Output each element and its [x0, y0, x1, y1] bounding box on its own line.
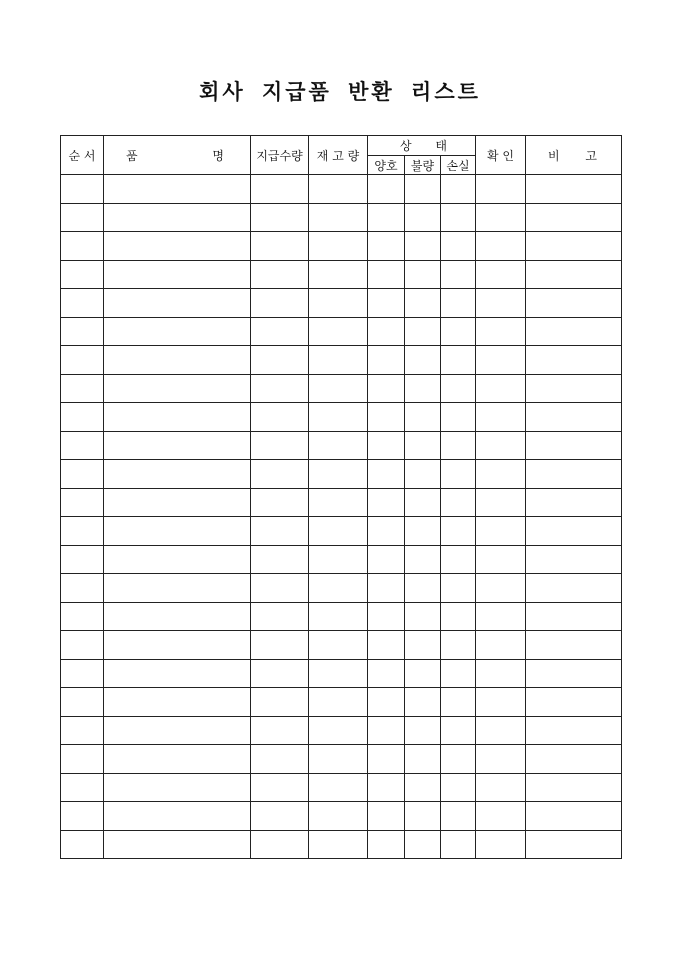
cell-status-bad[interactable] [405, 374, 441, 403]
cell-order[interactable] [61, 289, 104, 318]
cell-status-lost[interactable] [441, 346, 476, 375]
table-row [61, 488, 622, 517]
header-confirm-label: 확 인 [487, 148, 514, 163]
cell-status-good[interactable] [368, 232, 405, 261]
table-row [61, 688, 622, 717]
cell-status-good[interactable] [368, 346, 405, 375]
table-row [61, 289, 622, 318]
cell-order[interactable] [61, 317, 104, 346]
cell-order[interactable] [61, 203, 104, 232]
header-status-left: 상 [400, 139, 412, 153]
cell-status-bad[interactable] [405, 289, 441, 318]
cell-stock-qty[interactable] [309, 374, 368, 403]
cell-remarks[interactable] [526, 203, 622, 232]
cell-item-name[interactable] [104, 602, 251, 631]
cell-remarks[interactable] [526, 488, 622, 517]
cell-item-name[interactable] [104, 203, 251, 232]
cell-item-name[interactable] [104, 802, 251, 831]
cell-confirm[interactable] [476, 545, 526, 574]
header-stock-qty-label: 재 고 량 [316, 148, 360, 163]
cell-remarks[interactable] [526, 773, 622, 802]
cell-item-name[interactable] [104, 688, 251, 717]
cell-status-lost[interactable] [441, 431, 476, 460]
cell-status-good[interactable] [368, 431, 405, 460]
cell-item-name[interactable] [104, 716, 251, 745]
cell-status-bad[interactable] [405, 773, 441, 802]
cell-status-good[interactable] [368, 403, 405, 432]
header-confirm [476, 136, 526, 175]
cell-item-name[interactable] [104, 374, 251, 403]
cell-status-good[interactable] [368, 773, 405, 802]
cell-status-lost[interactable] [441, 289, 476, 318]
cell-item-name[interactable] [104, 574, 251, 603]
header-status [368, 136, 476, 156]
cell-item-name[interactable] [104, 317, 251, 346]
cell-remarks[interactable] [526, 802, 622, 831]
table-row [61, 631, 622, 660]
cell-confirm[interactable] [476, 631, 526, 660]
cell-remarks[interactable] [526, 716, 622, 745]
cell-remarks[interactable] [526, 317, 622, 346]
cell-confirm[interactable] [476, 517, 526, 546]
cell-status-good[interactable] [368, 488, 405, 517]
cell-stock-qty[interactable] [309, 773, 368, 802]
cell-remarks[interactable] [526, 175, 622, 204]
table-row [61, 260, 622, 289]
table-row [61, 602, 622, 631]
cell-item-name[interactable] [104, 431, 251, 460]
cell-status-bad[interactable] [405, 517, 441, 546]
cell-confirm[interactable] [476, 602, 526, 631]
cell-remarks[interactable] [526, 545, 622, 574]
header-remarks [526, 136, 622, 175]
header-status-lost [441, 156, 476, 175]
cell-remarks[interactable] [526, 460, 622, 489]
cell-issued-qty[interactable] [251, 431, 309, 460]
cell-status-bad[interactable] [405, 203, 441, 232]
cell-confirm[interactable] [476, 659, 526, 688]
header-stock-qty [309, 136, 368, 175]
cell-issued-qty[interactable] [251, 574, 309, 603]
cell-issued-qty[interactable] [251, 631, 309, 660]
cell-remarks[interactable] [526, 830, 622, 859]
cell-issued-qty[interactable] [251, 289, 309, 318]
cell-status-lost[interactable] [441, 631, 476, 660]
cell-order[interactable] [61, 232, 104, 261]
cell-status-good[interactable] [368, 203, 405, 232]
cell-status-lost[interactable] [441, 773, 476, 802]
header-issued-qty-label: 지급수량 [256, 148, 303, 163]
cell-status-bad[interactable] [405, 260, 441, 289]
cell-confirm[interactable] [476, 745, 526, 774]
cell-status-lost[interactable] [441, 488, 476, 517]
table-row [61, 716, 622, 745]
cell-issued-qty[interactable] [251, 716, 309, 745]
cell-status-good[interactable] [368, 289, 405, 318]
cell-confirm[interactable] [476, 374, 526, 403]
cell-status-bad[interactable] [405, 175, 441, 204]
cell-status-bad[interactable] [405, 659, 441, 688]
cell-confirm[interactable] [476, 830, 526, 859]
cell-status-bad[interactable] [405, 716, 441, 745]
header-order-label: 순 서 [68, 148, 96, 163]
cell-item-name[interactable] [104, 346, 251, 375]
cell-confirm[interactable] [476, 346, 526, 375]
cell-status-bad[interactable] [405, 688, 441, 717]
cell-stock-qty[interactable] [309, 317, 368, 346]
table-row [61, 317, 622, 346]
cell-item-name[interactable] [104, 830, 251, 859]
cell-item-name[interactable] [104, 545, 251, 574]
cell-order[interactable] [61, 545, 104, 574]
cell-status-lost[interactable] [441, 659, 476, 688]
cell-issued-qty[interactable] [251, 460, 309, 489]
cell-confirm[interactable] [476, 488, 526, 517]
cell-order[interactable] [61, 802, 104, 831]
cell-confirm[interactable] [476, 289, 526, 318]
cell-confirm[interactable] [476, 773, 526, 802]
cell-status-lost[interactable] [441, 374, 476, 403]
cell-remarks[interactable] [526, 688, 622, 717]
header-remarks-right: 고 [585, 148, 597, 163]
document-title: 회사 지급품 반환 리스트 [199, 79, 481, 104]
cell-stock-qty[interactable] [309, 488, 368, 517]
cell-stock-qty[interactable] [309, 659, 368, 688]
cell-item-name[interactable] [104, 232, 251, 261]
cell-order[interactable] [61, 745, 104, 774]
header-item-name-left: 품 [126, 148, 138, 163]
cell-status-bad[interactable] [405, 802, 441, 831]
cell-issued-qty[interactable] [251, 488, 309, 517]
cell-remarks[interactable] [526, 431, 622, 460]
cell-remarks[interactable] [526, 232, 622, 261]
cell-issued-qty[interactable] [251, 545, 309, 574]
cell-order[interactable] [61, 403, 104, 432]
cell-status-lost[interactable] [441, 203, 476, 232]
cell-status-lost[interactable] [441, 802, 476, 831]
cell-item-name[interactable] [104, 517, 251, 546]
cell-confirm[interactable] [476, 175, 526, 204]
return-list-table [60, 135, 622, 859]
cell-status-bad[interactable] [405, 346, 441, 375]
cell-confirm[interactable] [476, 716, 526, 745]
cell-issued-qty[interactable] [251, 203, 309, 232]
cell-remarks[interactable] [526, 745, 622, 774]
cell-stock-qty[interactable] [309, 260, 368, 289]
table-row [61, 232, 622, 261]
cell-order[interactable] [61, 460, 104, 489]
cell-issued-qty[interactable] [251, 346, 309, 375]
cell-status-lost[interactable] [441, 175, 476, 204]
cell-status-good[interactable] [368, 802, 405, 831]
header-remarks-left: 비 [548, 148, 560, 163]
cell-status-bad[interactable] [405, 431, 441, 460]
cell-status-lost[interactable] [441, 602, 476, 631]
cell-status-lost[interactable] [441, 745, 476, 774]
cell-status-good[interactable] [368, 830, 405, 859]
cell-status-bad[interactable] [405, 745, 441, 774]
cell-issued-qty[interactable] [251, 773, 309, 802]
header-status-good [368, 156, 405, 175]
cell-status-bad[interactable] [405, 830, 441, 859]
cell-status-good[interactable] [368, 517, 405, 546]
header-item-name [104, 136, 251, 175]
header-order [61, 136, 104, 175]
cell-stock-qty[interactable] [309, 574, 368, 603]
cell-stock-qty[interactable] [309, 830, 368, 859]
cell-item-name[interactable] [104, 488, 251, 517]
cell-status-good[interactable] [368, 545, 405, 574]
cell-status-good[interactable] [368, 374, 405, 403]
cell-status-bad[interactable] [405, 232, 441, 261]
cell-issued-qty[interactable] [251, 260, 309, 289]
cell-confirm[interactable] [476, 232, 526, 261]
cell-item-name[interactable] [104, 659, 251, 688]
cell-item-name[interactable] [104, 773, 251, 802]
cell-status-good[interactable] [368, 659, 405, 688]
cell-order[interactable] [61, 574, 104, 603]
table-row [61, 830, 622, 859]
cell-remarks[interactable] [526, 602, 622, 631]
cell-issued-qty[interactable] [251, 232, 309, 261]
cell-remarks[interactable] [526, 631, 622, 660]
cell-status-bad[interactable] [405, 460, 441, 489]
cell-status-bad[interactable] [405, 631, 441, 660]
cell-status-bad[interactable] [405, 317, 441, 346]
cell-status-lost[interactable] [441, 460, 476, 489]
header-issued-qty [251, 136, 309, 175]
cell-status-lost[interactable] [441, 517, 476, 546]
table-row [61, 203, 622, 232]
cell-issued-qty[interactable] [251, 403, 309, 432]
cell-confirm[interactable] [476, 688, 526, 717]
cell-order[interactable] [61, 631, 104, 660]
table-row [61, 802, 622, 831]
cell-remarks[interactable] [526, 517, 622, 546]
cell-confirm[interactable] [476, 317, 526, 346]
cell-status-lost[interactable] [441, 688, 476, 717]
table-row [61, 460, 622, 489]
cell-item-name[interactable] [104, 403, 251, 432]
cell-confirm[interactable] [476, 403, 526, 432]
cell-order[interactable] [61, 517, 104, 546]
cell-issued-qty[interactable] [251, 659, 309, 688]
cell-remarks[interactable] [526, 403, 622, 432]
cell-status-lost[interactable] [441, 260, 476, 289]
cell-stock-qty[interactable] [309, 203, 368, 232]
cell-status-good[interactable] [368, 688, 405, 717]
cell-issued-qty[interactable] [251, 175, 309, 204]
cell-status-good[interactable] [368, 716, 405, 745]
cell-status-bad[interactable] [405, 488, 441, 517]
cell-status-good[interactable] [368, 460, 405, 489]
cell-item-name[interactable] [104, 175, 251, 204]
cell-issued-qty[interactable] [251, 802, 309, 831]
cell-order[interactable] [61, 659, 104, 688]
table-row [61, 545, 622, 574]
cell-remarks[interactable] [526, 346, 622, 375]
cell-confirm[interactable] [476, 431, 526, 460]
cell-issued-qty[interactable] [251, 688, 309, 717]
cell-status-bad[interactable] [405, 403, 441, 432]
table-row [61, 659, 622, 688]
cell-order[interactable] [61, 773, 104, 802]
cell-stock-qty[interactable] [309, 175, 368, 204]
cell-item-name[interactable] [104, 745, 251, 774]
cell-issued-qty[interactable] [251, 517, 309, 546]
cell-status-good[interactable] [368, 175, 405, 204]
cell-status-good[interactable] [368, 602, 405, 631]
cell-status-good[interactable] [368, 317, 405, 346]
table-body [61, 175, 622, 859]
table-row [61, 346, 622, 375]
header-status-lost-label: 손실 [446, 158, 470, 173]
cell-status-bad[interactable] [405, 574, 441, 603]
cell-status-good[interactable] [368, 574, 405, 603]
cell-order[interactable] [61, 260, 104, 289]
cell-remarks[interactable] [526, 289, 622, 318]
cell-remarks[interactable] [526, 659, 622, 688]
cell-confirm[interactable] [476, 203, 526, 232]
cell-status-bad[interactable] [405, 545, 441, 574]
table-row [61, 574, 622, 603]
table-row [61, 175, 622, 204]
cell-issued-qty[interactable] [251, 830, 309, 859]
cell-confirm[interactable] [476, 802, 526, 831]
cell-status-lost[interactable] [441, 830, 476, 859]
cell-issued-qty[interactable] [251, 602, 309, 631]
cell-order[interactable] [61, 175, 104, 204]
cell-status-good[interactable] [368, 745, 405, 774]
cell-item-name[interactable] [104, 260, 251, 289]
cell-confirm[interactable] [476, 460, 526, 489]
table-row [61, 517, 622, 546]
cell-stock-qty[interactable] [309, 403, 368, 432]
cell-issued-qty[interactable] [251, 745, 309, 774]
table-row [61, 745, 622, 774]
cell-order[interactable] [61, 431, 104, 460]
cell-order[interactable] [61, 488, 104, 517]
cell-stock-qty[interactable] [309, 232, 368, 261]
header-status-right: 태 [435, 139, 447, 153]
table-row [61, 403, 622, 432]
cell-status-good[interactable] [368, 631, 405, 660]
table-row [61, 431, 622, 460]
cell-status-lost[interactable] [441, 317, 476, 346]
cell-status-lost[interactable] [441, 574, 476, 603]
cell-stock-qty[interactable] [309, 631, 368, 660]
cell-stock-qty[interactable] [309, 802, 368, 831]
cell-stock-qty[interactable] [309, 346, 368, 375]
cell-confirm[interactable] [476, 574, 526, 603]
cell-item-name[interactable] [104, 289, 251, 318]
cell-status-lost[interactable] [441, 716, 476, 745]
cell-order[interactable] [61, 716, 104, 745]
cell-stock-qty[interactable] [309, 431, 368, 460]
header-item-name-right: 명 [212, 148, 224, 163]
cell-stock-qty[interactable] [309, 517, 368, 546]
cell-stock-qty[interactable] [309, 460, 368, 489]
cell-order[interactable] [61, 688, 104, 717]
header-status-good-label: 양호 [374, 158, 398, 173]
cell-issued-qty[interactable] [251, 374, 309, 403]
cell-order[interactable] [61, 602, 104, 631]
cell-status-lost[interactable] [441, 545, 476, 574]
cell-status-good[interactable] [368, 260, 405, 289]
cell-remarks[interactable] [526, 574, 622, 603]
cell-order[interactable] [61, 830, 104, 859]
cell-order[interactable] [61, 374, 104, 403]
cell-item-name[interactable] [104, 460, 251, 489]
table-row [61, 374, 622, 403]
cell-stock-qty[interactable] [309, 688, 368, 717]
cell-order[interactable] [61, 346, 104, 375]
header-status-bad-label: 불량 [410, 158, 435, 173]
cell-stock-qty[interactable] [309, 545, 368, 574]
cell-issued-qty[interactable] [251, 317, 309, 346]
cell-stock-qty[interactable] [309, 602, 368, 631]
cell-stock-qty[interactable] [309, 745, 368, 774]
table-row [61, 773, 622, 802]
cell-remarks[interactable] [526, 374, 622, 403]
cell-item-name[interactable] [104, 631, 251, 660]
cell-stock-qty[interactable] [309, 289, 368, 318]
cell-status-lost[interactable] [441, 403, 476, 432]
cell-status-lost[interactable] [441, 232, 476, 261]
cell-status-bad[interactable] [405, 602, 441, 631]
cell-confirm[interactable] [476, 260, 526, 289]
cell-remarks[interactable] [526, 260, 622, 289]
cell-stock-qty[interactable] [309, 716, 368, 745]
header-status-bad [405, 156, 441, 175]
